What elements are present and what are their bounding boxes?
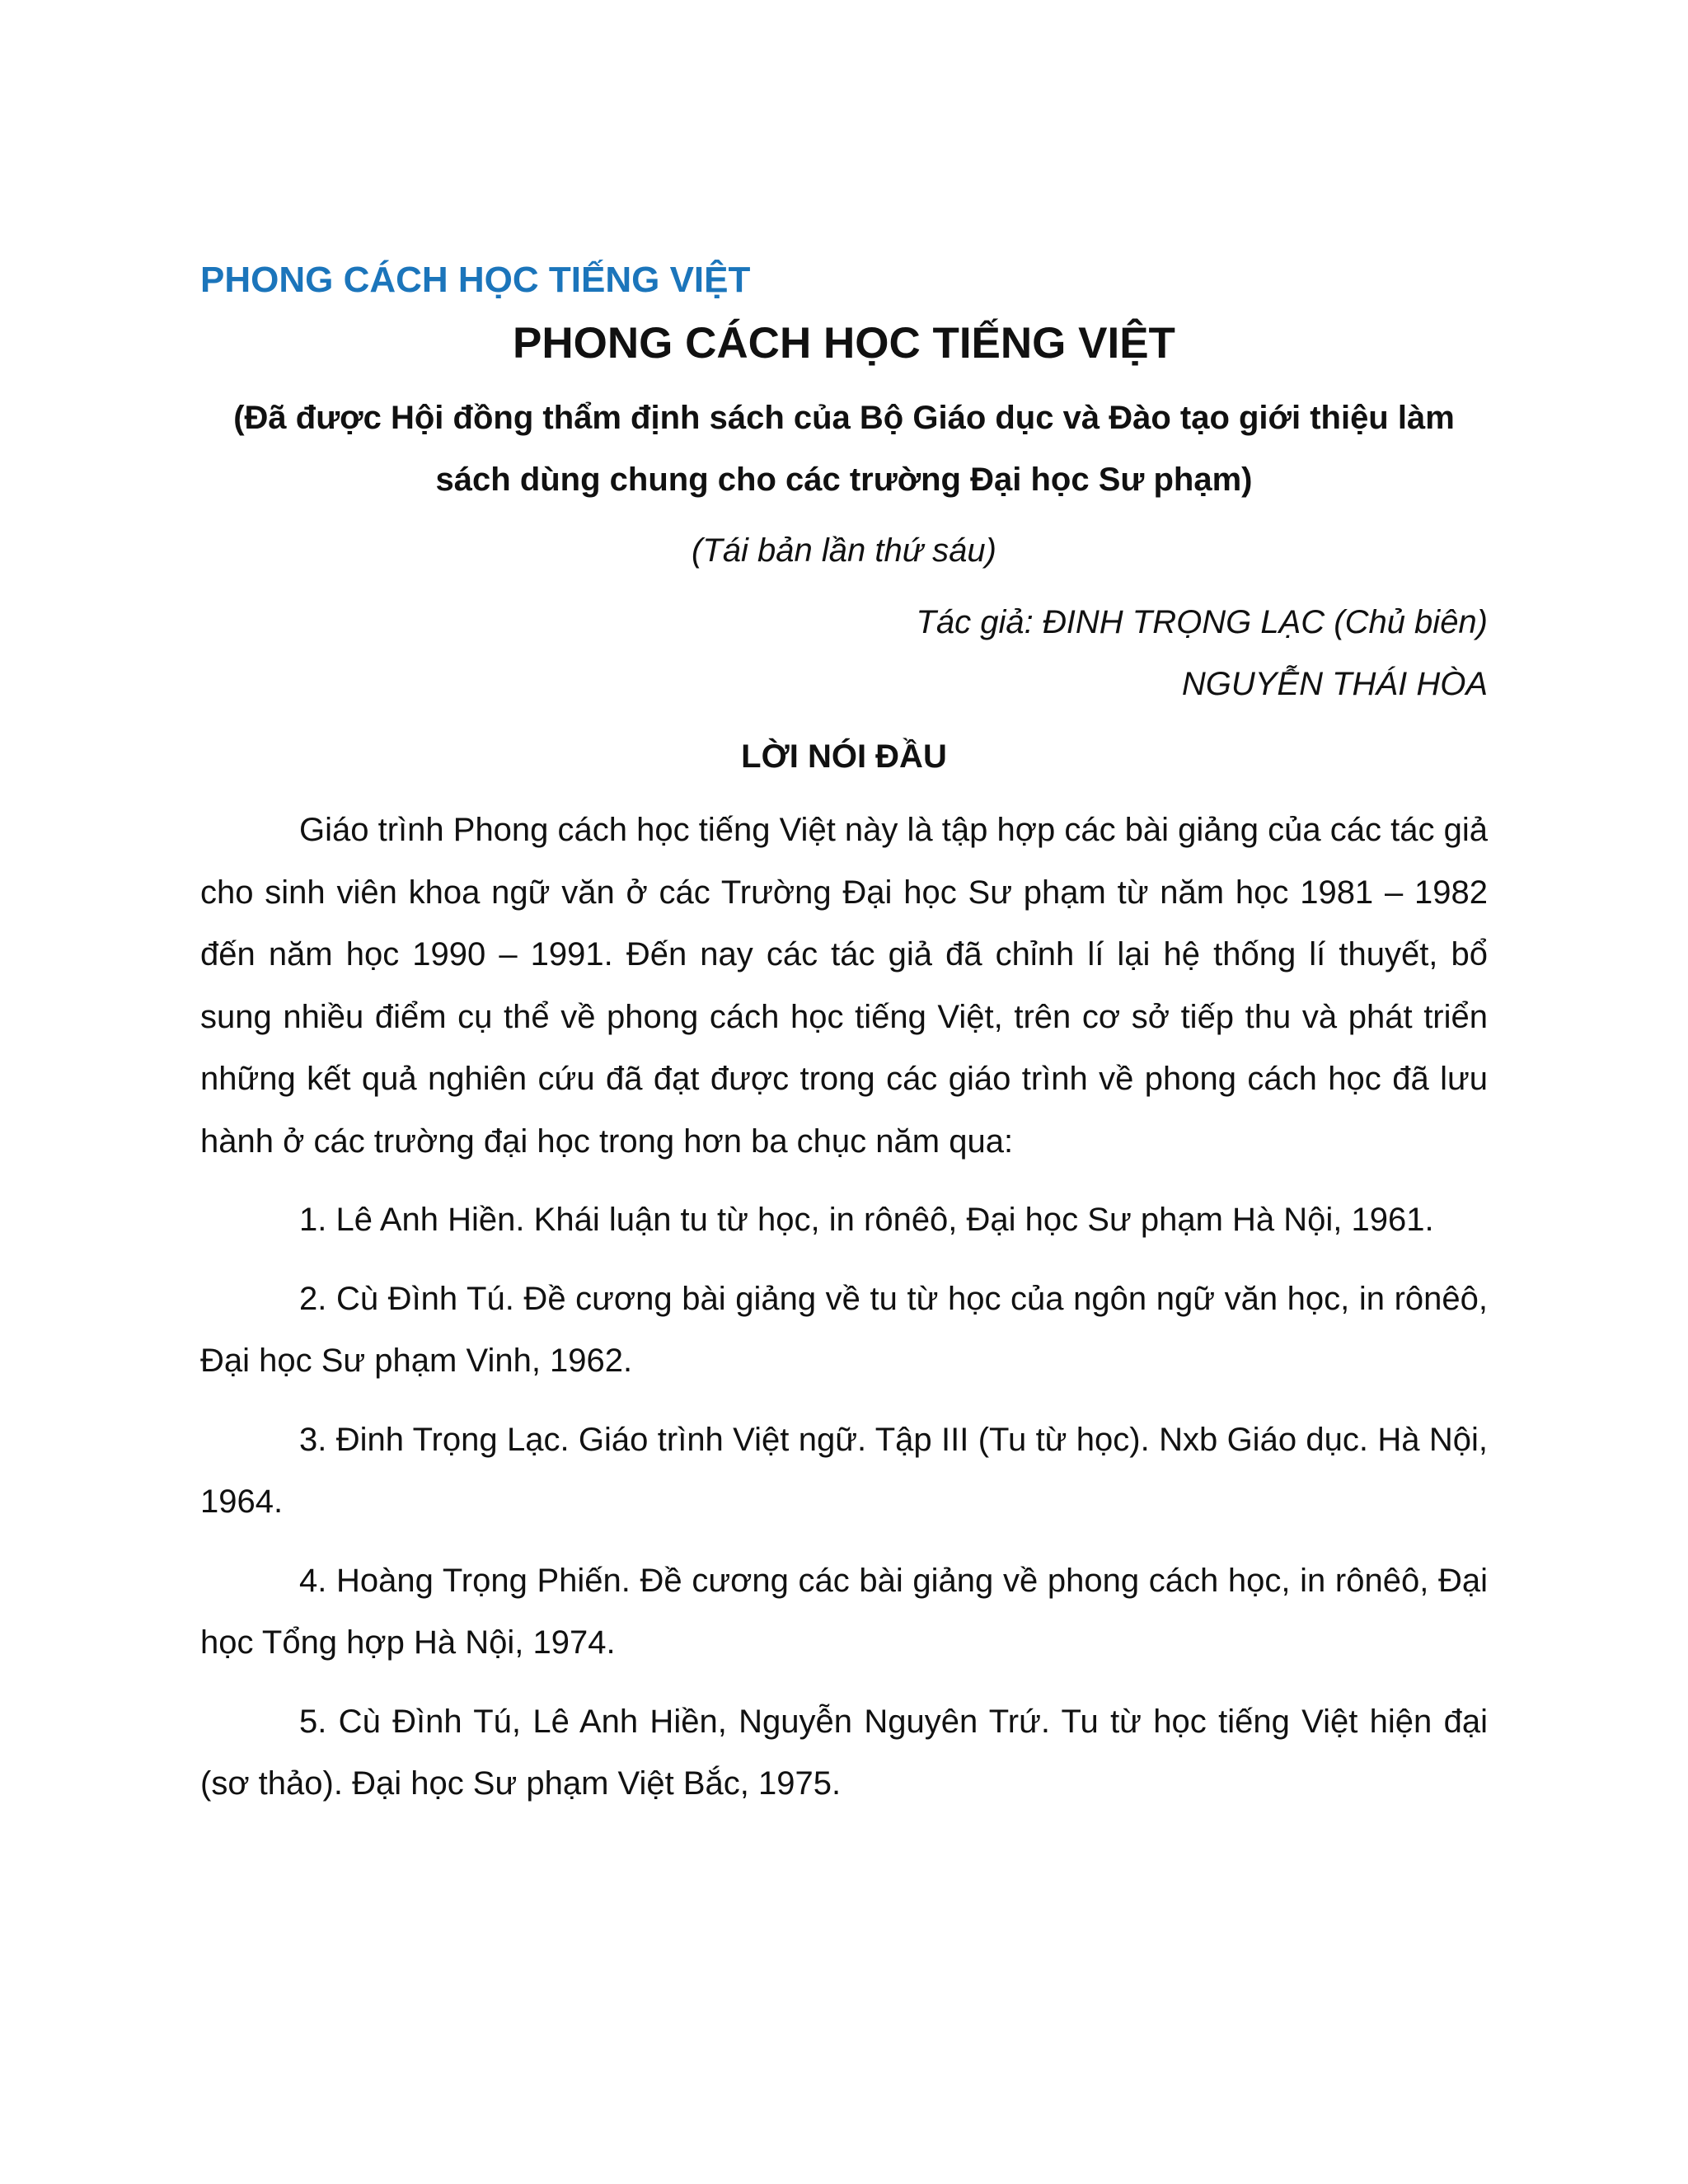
author-line-2: NGUYỄN THÁI HÒA xyxy=(1181,666,1488,702)
edition-note: (Tái bản lần thứ sáu) xyxy=(692,532,996,569)
reference-item-2: 2. Cù Đình Tú. Đề cương bài giảng về tu từ học của ngôn ngữ văn học, in rônêô, Đại học Sư phạm Vinh, 1962. xyxy=(200,1280,1488,1379)
reference-item-4: 4. Hoàng Trọng Phiến. Đề cương các bài giảng về phong cách học, in rônêô, Đại học Tổng hợp Hà Nội, 1974. xyxy=(200,1562,1488,1661)
book-subtitle: (Đã được Hội đồng thẩm định sách của Bộ Giáo dục và Đào tạo giới thiệu làm sách dùng chung cho các trường Đại học Sư phạm) xyxy=(233,400,1455,498)
foreword-heading: LỜI NÓI ĐẦU xyxy=(741,738,947,775)
author-block xyxy=(200,592,1488,715)
document-page xyxy=(200,255,1488,1816)
author-line-1: Tác giả: ĐINH TRỌNG LẠC (Chủ biên) xyxy=(916,604,1488,640)
foreword-intro-paragraph: Giáo trình Phong cách học tiếng Việt này là tập hợp các bài giảng của các tác giả cho sinh viên khoa ngữ văn ở các Trường Đại học Sư phạm từ năm học 1981 – 1982 đến năm học 1990 – 1991. Đến nay các tác giả đã chỉnh lí lại hệ thống lí thuyết, bổ sung nhiều điểm cụ thể về phong cách học tiếng Việt, trên cơ sở tiếp thu và phát triển những kết quả nghiên cứu đã đạt được trong các giáo trình về phong cách học đã lưu hành ở các trường đại học trong hơn ba chục năm qua: xyxy=(200,812,1488,1160)
reference-item-1: 1. Lê Anh Hiền. Khái luận tu từ học, in rônêô, Đại học Sư phạm Hà Nội, 1961. xyxy=(299,1202,1434,1238)
reference-item-5: 5. Cù Đình Tú, Lê Anh Hiền, Nguyễn Nguyên Trứ. Tu từ học tiếng Việt hiện đại (sơ thảo). Đại học Sư phạm Việt Bắc, 1975. xyxy=(200,1703,1488,1802)
book-title: PHONG CÁCH HỌC TIẾNG VIỆT xyxy=(513,319,1175,368)
running-header: PHONG CÁCH HỌC TIẾNG VIỆT xyxy=(200,260,751,300)
reference-item-3: 3. Đinh Trọng Lạc. Giáo trình Việt ngữ. Tập III (Tu từ học). Nxb Giáo dục. Hà Nội, 1964. xyxy=(200,1421,1488,1520)
